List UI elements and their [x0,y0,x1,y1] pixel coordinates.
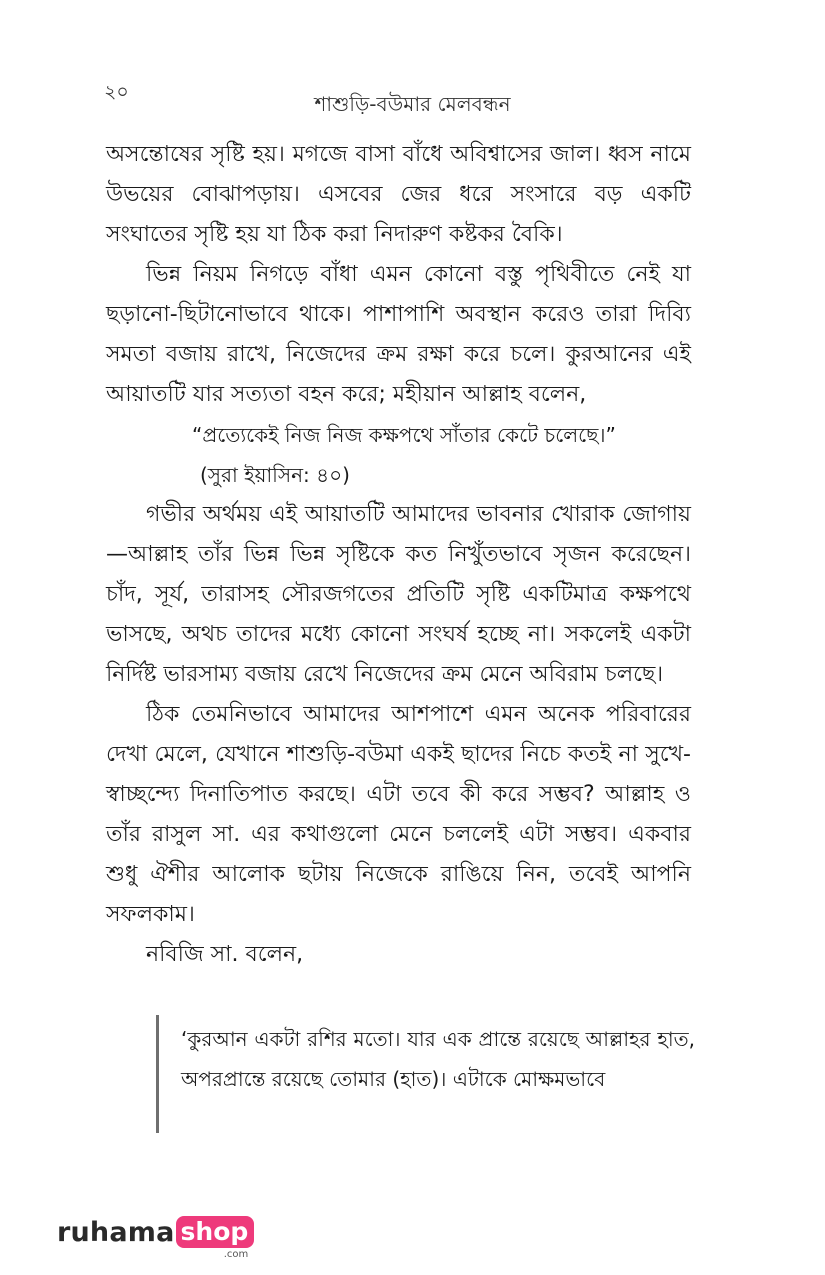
hadith-text: ‘কুরআন একটা রশির মতো। যার এক প্রান্তে রয়েছে আল্লাহর হাত, অপরপ্রান্তে রয়েছে তোমার (হাত)। এটাকে মোক্ষমভাবে [181,1027,695,1091]
logo-shop-badge: shop [176,1216,255,1248]
paragraph-1: অসন্তোষের সৃষ্টি হয়। মগজে বাসা বাঁধে অবিশ্বাসের জাল। ধ্বস নামে উভয়ের বোঝাপড়ায়। এসবের জের ধরে সংসারে বড় একটি সংঘাতের সৃষ্টি হয় যা ঠিক করা নিদারুণ কষ্টকর বৈকি। [106,142,691,247]
paragraph-4: ঠিক তেমনিভাবে আমাদের আশপাশে এমন অনেক পরিবারের দেখা মেলে, যেখানে শাশুড়ি-বউমা একই ছাদের নিচে কতই না সুখে-স্বাচ্ছন্দ্যে দিনাতিপাত করছে। এটা তবে কী করে সম্ভব? আল্লাহ ও তাঁর রাসুল সা. এর কথাগুলো মেনে চললেই এটা সম্ভব। একবার শুধু ঐশীর আলোক ছটায় নিজেকে রাঙিয়ে নিন, তবেই আপনি সফলকাম। [106,702,691,927]
logo-shop-group [176,1216,255,1261]
paragraph-3: গভীর অর্থময় এই আয়াতটি আমাদের ভাবনার খোরাক জোগায়—আল্লাহ তাঁর ভিন্ন ভিন্ন সৃষ্টিকে কত নিখুঁতভাবে সৃজন করেছেন। চাঁদ, সূর্য, তারাসহ সৌরজগতের প্রতিটি সৃষ্টি একটিমাত্র কক্ষপথে ভাসছে, অথচ তাদের মধ্যে কোনো সংঘর্ষ হচ্ছে না। সকলেই একটা নির্দিষ্ট ভারসাম্য বজায় রেখে নিজেদের ক্রম মেনে অবিরাম চলছে। [106,502,691,687]
ayah-quote: “প্রত্যেকেই নিজ নিজ কক্ষপথে সাঁতার কেটে চলেছে।” [192,423,616,447]
ruhamashop-logo [57,1216,254,1260]
ayah-reference: (সুরা ইয়াসিন: ৪০) [200,463,350,487]
paragraph-2: ভিন্ন নিয়ম নিগড়ে বাঁধা এমন কোনো বস্তু পৃথিবীতে নেই যা ছড়ানো-ছিটানোভাবে থাকে। পাশাপাশি অবস্থান করেও তারা দিব্যি সমতা বজায় রাখে, নিজেদের ক্রম রক্ষা করে চলে। কুরআনের এই আয়াতটি যার সত্যতা বহন করে; মহীয়ান আল্লাহ বলেন, [106,262,691,407]
hadith-block-quote [156,1015,694,1133]
paragraph-5: নবিজি সা. বলেন, [146,942,304,967]
running-header-title: শাশুড়ি-বউমার মেলবন্ধন [314,92,511,116]
logo-brand-text: ruhama [57,1217,175,1248]
body-text [106,135,691,975]
page-number: ২০ [104,81,129,103]
logo-domain-text: .com [223,1249,249,1260]
